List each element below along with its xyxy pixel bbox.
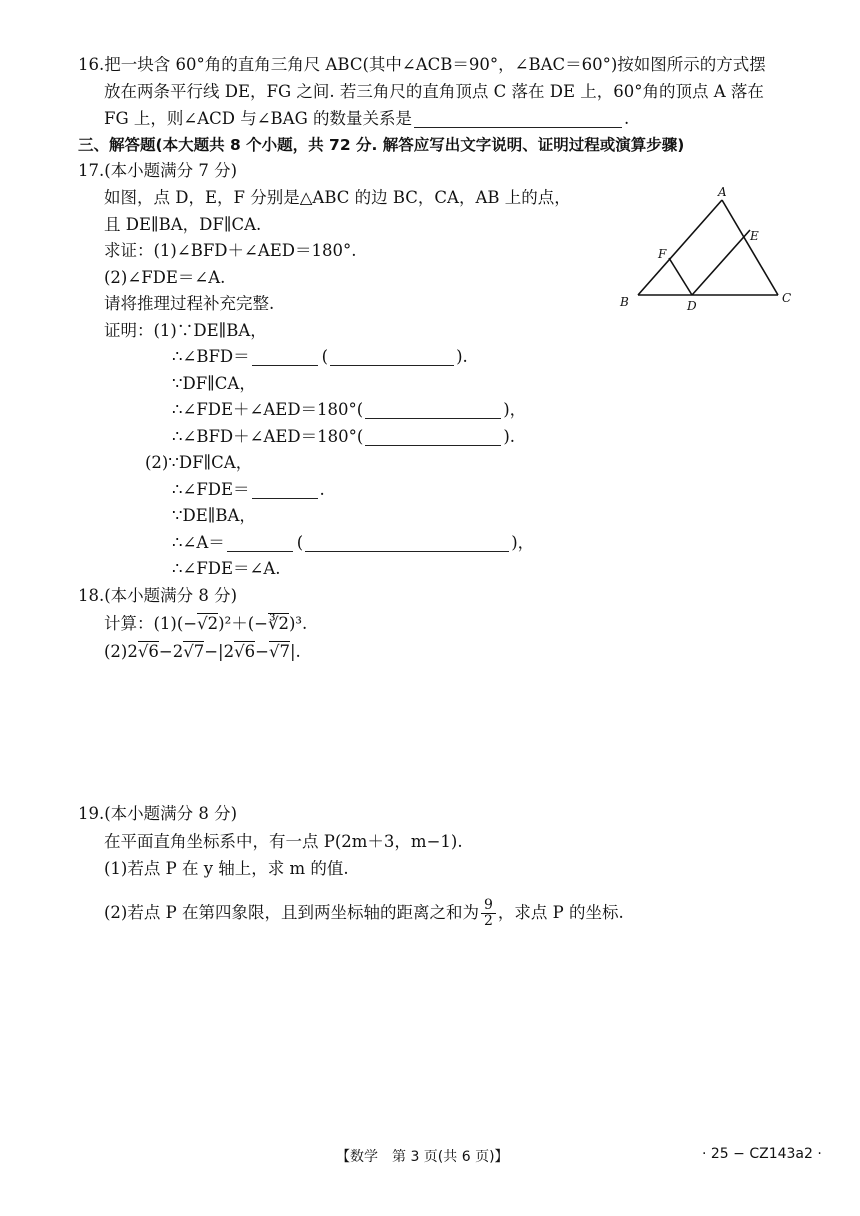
answer-blank[interactable] <box>414 109 622 128</box>
answer-blank[interactable] <box>252 347 318 366</box>
proof-line9: ∴∠A＝ ( )， <box>172 533 535 552</box>
proof-line2-text: ∴∠BFD＝ <box>172 347 250 366</box>
q19-header: 19.(本小题满分 8 分) <box>78 804 238 823</box>
side-AB <box>638 200 722 295</box>
answer-blank[interactable] <box>252 480 318 499</box>
cbrt-2: ∛2 <box>267 614 289 633</box>
q17-line2: 且 DE∥BA，DF∥CA. <box>104 215 262 234</box>
proof-line8: ∵DE∥BA， <box>172 506 256 525</box>
proof-line10: ∴∠FDE＝∠A. <box>172 559 281 578</box>
q17-line4: (2)∠FDE＝∠A. <box>104 268 226 287</box>
q18-line1-mid: )²＋(− <box>218 614 268 633</box>
triangle-figure <box>612 180 802 315</box>
q17-line5: 请将推理过程补充完整. <box>104 294 275 313</box>
q18-line1-end: )³. <box>289 614 308 633</box>
proof-line1: 证明：(1)∵DE∥BA， <box>104 321 267 340</box>
paper-code: · 25 − CZ143a2 · <box>702 1146 822 1162</box>
proof-line5: ∴∠BFD＋∠AED＝180°( ). <box>172 427 516 446</box>
fraction-numerator: 9 <box>481 898 496 914</box>
q18-line2-end: |. <box>289 642 301 661</box>
q18-header: 18.(本小题满分 8 分) <box>78 586 238 605</box>
label-F: F <box>658 247 667 261</box>
q19-line3 <box>104 896 624 930</box>
sqrt-6: √6 <box>137 642 159 661</box>
label-D: D <box>687 299 697 313</box>
label-C: C <box>782 291 792 305</box>
q19-line3-prefix: (2)若点 P 在第四象限，且到两坐标轴的距离之和为 <box>104 903 479 922</box>
q16-line1: 16.把一块含 60°角的直角三角尺 ABC(其中∠ACB＝90°，∠BAC＝60°)按如图所示的方式摆 <box>78 55 766 74</box>
q16-line2: 放在两条平行线 DE，FG 之间. 若三角尺的直角顶点 C 落在 DE 上，60°角的顶点 A 落在 <box>104 82 764 101</box>
segment-DF <box>669 258 692 295</box>
fraction <box>481 898 496 929</box>
proof-line7: ∴∠FDE＝ . <box>172 480 325 499</box>
q16-line3-end: . <box>624 109 630 128</box>
q18-line2-mid3: − <box>255 642 269 661</box>
proof-line2: ∴∠BFD＝ ( ). <box>172 347 468 366</box>
label-E: E <box>750 229 759 243</box>
label-A: A <box>718 185 727 199</box>
proof-line4-text: ∴∠FDE＋∠AED＝180°( <box>172 400 364 419</box>
q17-header: 17.(本小题满分 7 分) <box>78 161 238 180</box>
q19-line3-end: ，求点 P 的坐标. <box>497 903 624 922</box>
proof-line4: ∴∠FDE＋∠AED＝180°( )， <box>172 400 527 419</box>
reason-blank[interactable] <box>305 533 509 552</box>
answer-blank[interactable] <box>227 533 293 552</box>
q16-line3 <box>104 108 629 130</box>
proof-line5-text: ∴∠BFD＋∠AED＝180°( <box>172 427 364 446</box>
q18-line1 <box>104 613 307 635</box>
sqrt-7: √7 <box>183 642 205 661</box>
q17-line1: 如图，点 D，E，F 分别是△ABC 的边 BC，CA，AB 上的点， <box>104 188 571 207</box>
proof-line6: (2)∵DF∥CA， <box>145 453 253 472</box>
side-AC <box>722 200 778 295</box>
q18-line1-prefix: 计算：(1)(− <box>104 614 198 633</box>
fraction-denominator: 2 <box>483 913 493 929</box>
section3-title: 三、解答题(本大题共 8 个小题，共 72 分. 解答应写出文字说明、证明过程或演算步骤) <box>78 136 685 154</box>
q19-line1: 在平面直角坐标系中，有一点 P(2m＋3，m−1). <box>104 832 463 851</box>
q16-line3-text: FG 上，则∠ACD 与∠BAG 的数量关系是 <box>104 109 413 128</box>
label-B: B <box>620 295 629 309</box>
q19-line2: (1)若点 P 在 y 轴上，求 m 的值. <box>104 859 349 878</box>
q18-line2-mid1: −2 <box>158 642 184 661</box>
sqrt-6: √6 <box>234 642 256 661</box>
q18-line2 <box>104 641 301 663</box>
segment-DE <box>692 230 750 295</box>
q18-line2-prefix: (2)2 <box>104 642 138 661</box>
proof-line9-text: ∴∠A＝ <box>172 533 225 552</box>
reason-blank[interactable] <box>330 347 454 366</box>
sqrt-7: √7 <box>268 642 290 661</box>
sqrt-2: √2 <box>197 614 219 633</box>
proof-line7-text: ∴∠FDE＝ <box>172 480 250 499</box>
q18-line2-mid2: −|2 <box>204 642 235 661</box>
page-footer: 【数学 第 3 页(共 6 页)】 <box>336 1149 509 1165</box>
proof-line3: ∵DF∥CA， <box>172 374 256 393</box>
q17-line3: 求证：(1)∠BFD＋∠AED＝180°. <box>104 241 357 260</box>
reason-blank[interactable] <box>365 427 501 446</box>
reason-blank[interactable] <box>365 400 501 419</box>
